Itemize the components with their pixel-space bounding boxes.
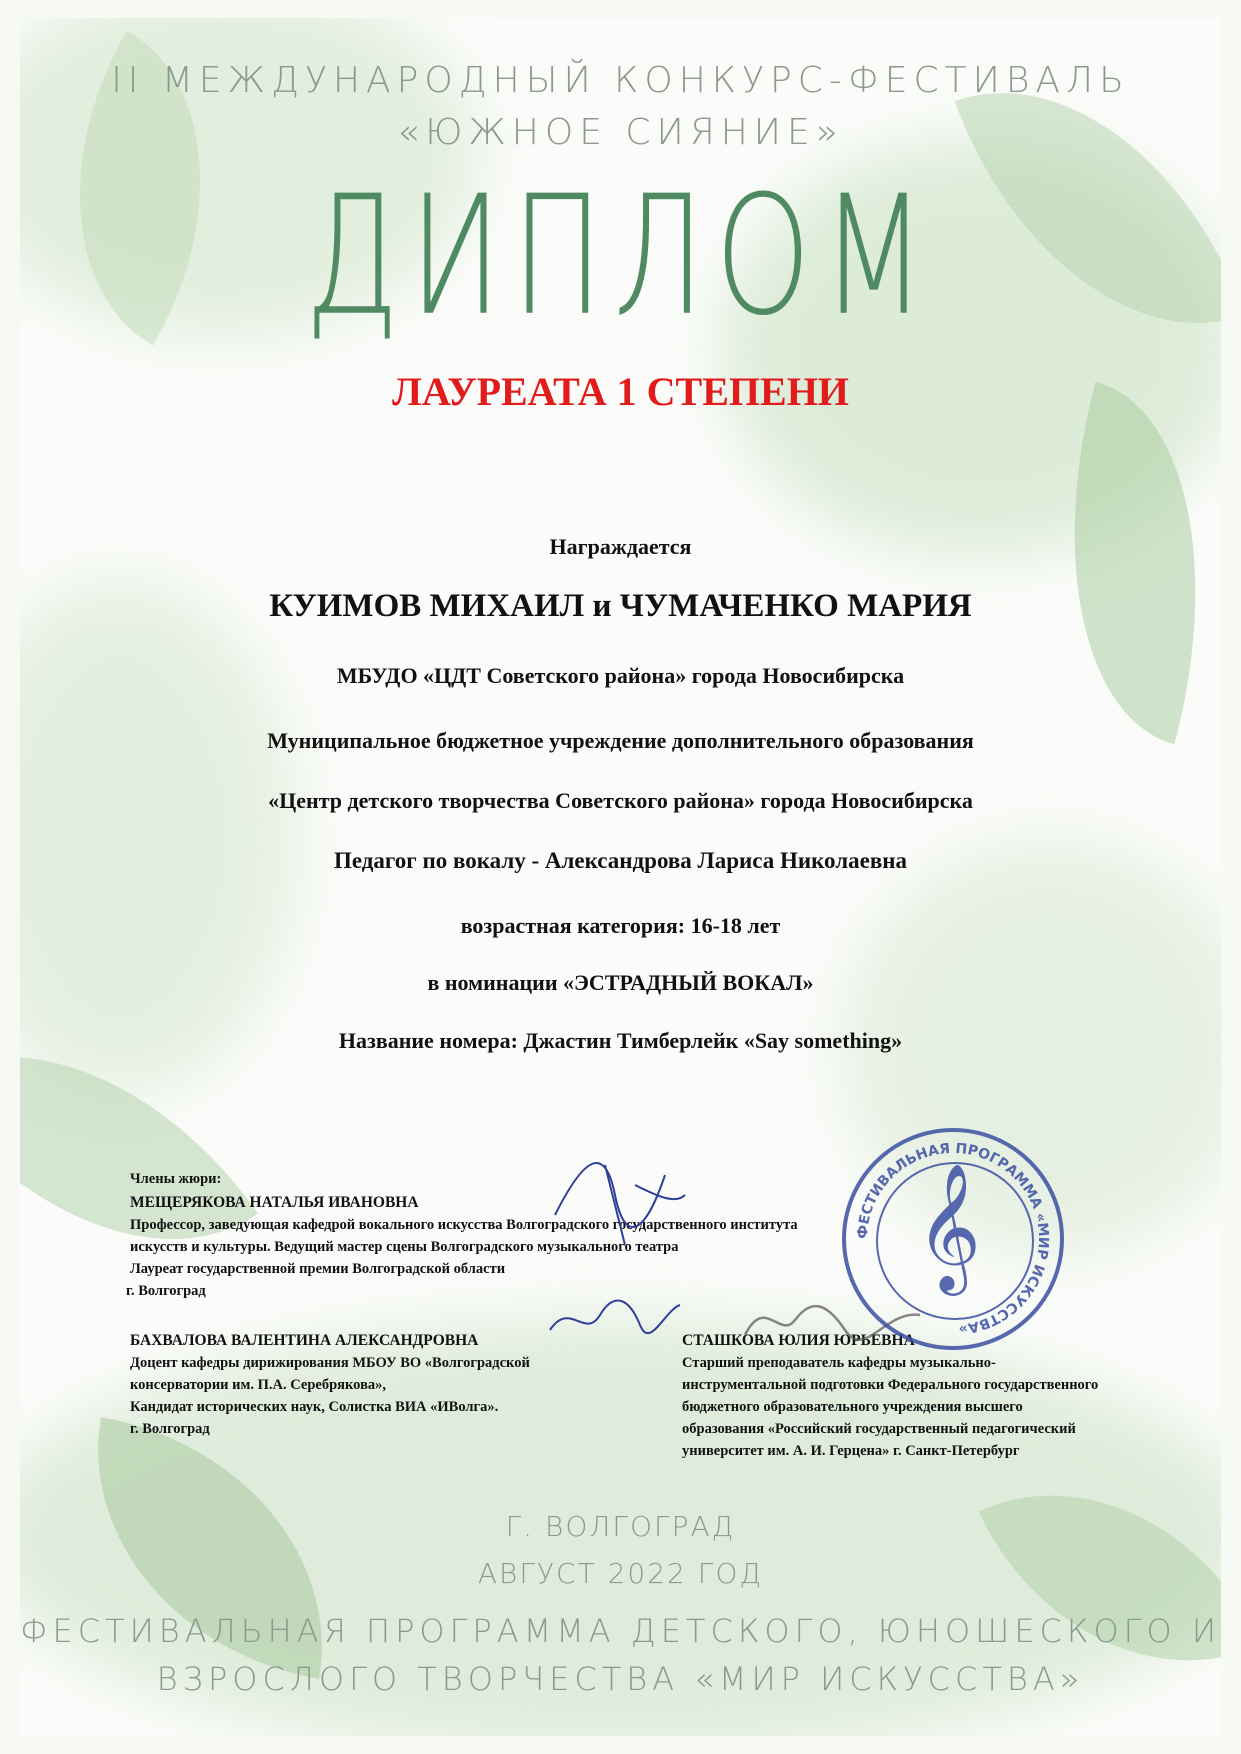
jury-member-desc: искусств и культуры. Ведущий мастер сцены Волгоградского музыкального театра (130, 1239, 679, 1255)
jury-member-desc: инструментальной подготовки Федерального государственного (682, 1377, 1099, 1393)
organization-full-1: Муниципальное бюджетное учреждение дополнительного образования (267, 728, 974, 753)
organization-short: МБУДО «ЦДТ Советского района» города Новосибирска (336, 663, 905, 688)
teacher-line: Педагог по вокалу - Александрова Лариса Николаевна (333, 848, 908, 873)
footer-date: АВГУСТ 2022 ГОД (477, 1557, 764, 1590)
jury-member-name: МЕЩЕРЯКОВА НАТАЛЬЯ ИВАНОВНА (130, 1194, 419, 1211)
watercolor-wash (20, 578, 300, 1098)
jury-member-desc: Профессор, заведующая кафедрой вокального искусства Волгоградского государственного института (130, 1217, 798, 1233)
jury-member-desc: Старший преподаватель кафедры музыкально- (682, 1355, 996, 1371)
piece-title: Название номера: Джастин Тимберлейк «Say something» (338, 1028, 903, 1053)
jury-member-name: СТАШКОВА ЮЛИЯ ЮРЬЕВНА (682, 1332, 915, 1349)
nomination: в номинации «ЭСТРАДНЫЙ ВОКАЛ» (427, 970, 814, 995)
jury-member-desc: Кандидат исторических наук, Солистка ВИА «ИВолга». (130, 1399, 499, 1415)
age-category: возрастная категория: 16-18 лет (460, 913, 781, 938)
jury-member-desc: консерватории им. П.А. Серебрякова», (130, 1377, 387, 1393)
awarded-label: Награждается (549, 534, 692, 559)
signature-1 (545, 1135, 695, 1255)
jury-member-desc: образования «Российский государственный педагогический (682, 1421, 1076, 1437)
treble-clef-icon: 𝄞 (916, 1166, 982, 1288)
jury-member-desc: Лауреат государственной премии Волгоградской области (130, 1261, 506, 1277)
footer-city: Г. ВОЛГОГРАД (505, 1510, 736, 1543)
jury-member-city: г. Волгоград (126, 1283, 206, 1299)
festival-title-line1: II МЕЖДУНАРОДНЫЙ КОНКУРС-ФЕСТИВАЛЬ (111, 60, 1130, 101)
footer-program-line2: ВЗРОСЛОГО ТВОРЧЕСТВА «МИР ИСКУССТВА» (156, 1660, 1085, 1698)
svg-text:ФЕСТИВАЛЬНАЯ ПРОГРАММА «МИР ИС: ФЕСТИВАЛЬНАЯ ПРОГРАММА «МИР ИСКУССТВА» (854, 1140, 1052, 1337)
jury-heading: Члены жюри: (130, 1171, 222, 1187)
jury-member-desc: бюджетного образовательного учреждения высшего (682, 1399, 1023, 1415)
jury-member-name: БАХВАЛОВА ВАЛЕНТИНА АЛЕКСАНДРОВНА (130, 1332, 479, 1349)
degree-label: ЛАУРЕАТА 1 СТЕПЕНИ (392, 369, 849, 414)
organization-full-2: «Центр детского творчества Советского района» города Новосибирска (268, 788, 973, 813)
festival-title-line2: «ЮЖНОЕ СИЯНИЕ» (397, 112, 844, 153)
signature-2 (545, 1290, 685, 1350)
jury-member-city: г. Волгоград (130, 1421, 210, 1437)
jury-member-desc: университет им. А. И. Герцена» г. Санкт-Петербург (682, 1443, 1020, 1459)
jury-member-1 (126, 1192, 798, 1302)
festival-seal (842, 1128, 1064, 1350)
diploma-title: ДИПЛОМ (304, 160, 937, 352)
jury-member-desc: Доцент кафедры дирижирования МБОУ ВО «Волгоградской (130, 1355, 530, 1371)
footer-program-line1: ФЕСТИВАЛЬНАЯ ПРОГРАММА ДЕТСКОГО, ЮНОШЕСКОГО И (20, 1612, 1221, 1650)
recipients-name: КУИМОВ МИХАИЛ и ЧУМАЧЕНКО МАРИЯ (269, 588, 972, 624)
jury-member-2 (130, 1330, 530, 1440)
